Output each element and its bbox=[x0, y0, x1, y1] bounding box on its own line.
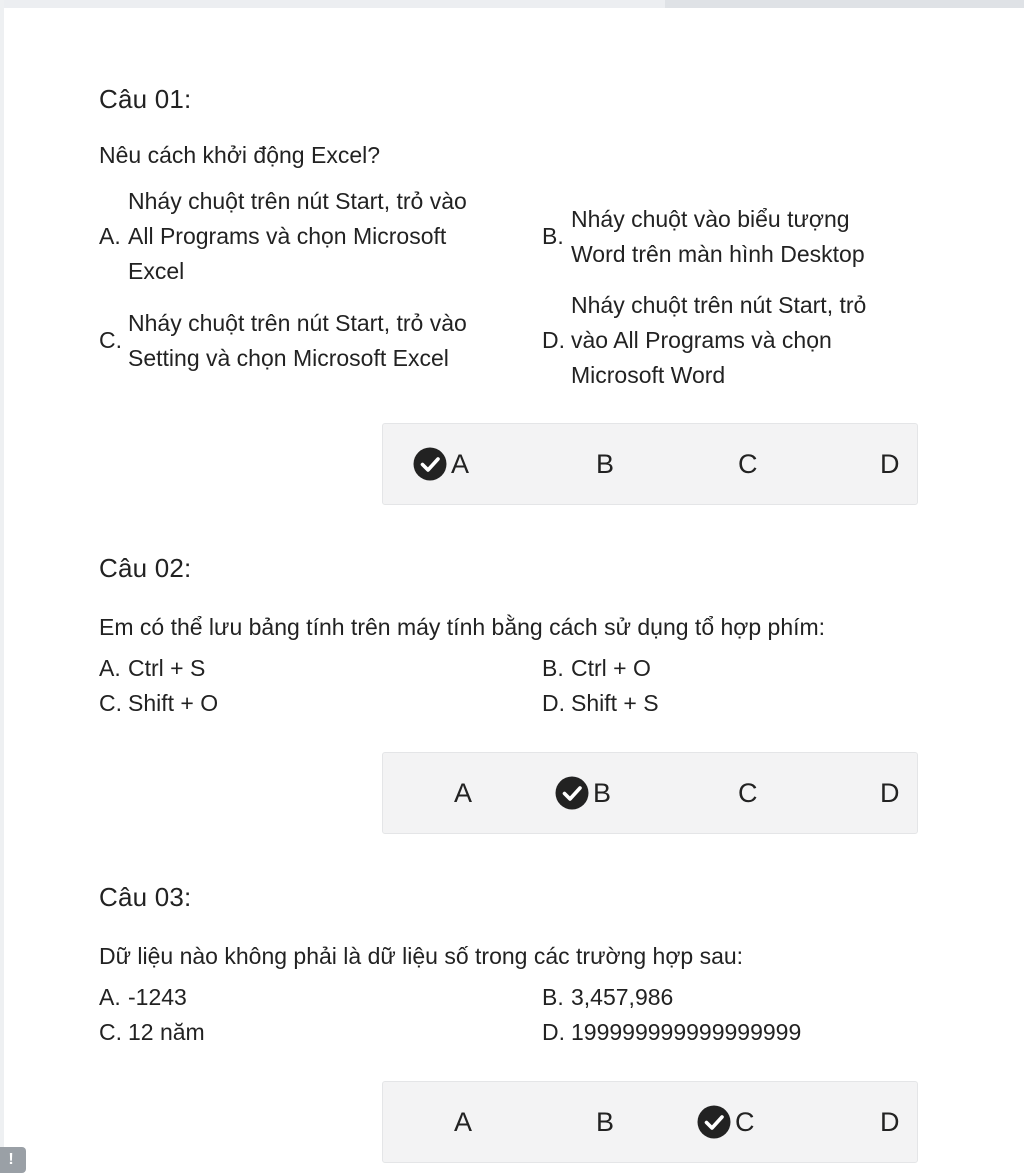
option-letter: C. bbox=[99, 327, 122, 353]
option-b bbox=[542, 980, 892, 1015]
option-letter: D. bbox=[542, 1019, 565, 1045]
answer-choice-bar bbox=[382, 752, 918, 834]
choice-label: D bbox=[880, 1106, 900, 1137]
option-letter: B. bbox=[542, 223, 564, 249]
choice-label: B bbox=[596, 448, 615, 479]
choice-label: B bbox=[596, 1106, 615, 1137]
option-text: -1243 bbox=[128, 984, 187, 1010]
option-text: Nháy chuột trên nút Start, trỏ vào All Programs và chọn Microsoft Word bbox=[571, 292, 867, 388]
option-text: Ctrl + O bbox=[571, 655, 651, 681]
check-circle-icon bbox=[413, 447, 447, 481]
choice-label: A bbox=[451, 448, 470, 479]
choice-label: A bbox=[454, 777, 473, 808]
option-d bbox=[542, 288, 892, 393]
check-circle-icon bbox=[555, 776, 589, 810]
option-text: Ctrl + S bbox=[128, 655, 206, 681]
choice-c-button[interactable] bbox=[697, 1082, 757, 1162]
option-letter: A. bbox=[99, 223, 121, 249]
choice-label: D bbox=[880, 448, 900, 479]
choice-label: C bbox=[735, 1106, 755, 1137]
option-d bbox=[542, 686, 892, 721]
option-text: Nháy chuột vào biểu tượng Word trên màn hình Desktop bbox=[571, 205, 865, 267]
option-c bbox=[99, 288, 469, 393]
option-text: Shift + O bbox=[128, 690, 219, 716]
option-letter: A. bbox=[99, 984, 121, 1010]
option-text: Nháy chuột trên nút Start, trỏ vào All Programs và chọn Microsoft Excel bbox=[128, 188, 467, 284]
choice-label: D bbox=[880, 777, 900, 808]
choice-a-button[interactable] bbox=[413, 424, 473, 504]
option-a bbox=[99, 980, 469, 1015]
choice-label: B bbox=[593, 777, 612, 808]
option-letter: B. bbox=[542, 984, 564, 1010]
option-letter: D. bbox=[542, 327, 565, 353]
choice-b-button[interactable] bbox=[596, 1082, 616, 1162]
choice-b-button[interactable] bbox=[596, 424, 616, 504]
question-title: Câu 02: bbox=[99, 553, 192, 583]
option-letter: B. bbox=[542, 655, 564, 681]
choice-c-button[interactable] bbox=[738, 424, 758, 504]
choice-label: A bbox=[454, 1106, 473, 1137]
question-text: Dữ liệu nào không phải là dữ liệu số trong các trường hợp sau: bbox=[99, 943, 744, 969]
question-title: Câu 03: bbox=[99, 882, 192, 912]
choice-d-button[interactable] bbox=[880, 753, 900, 833]
answer-choice-bar bbox=[382, 1081, 918, 1163]
option-text: 3,457,986 bbox=[571, 984, 674, 1010]
question-text: Nêu cách khởi động Excel? bbox=[99, 142, 381, 168]
option-text: 12 năm bbox=[128, 1019, 205, 1045]
option-text: Nháy chuột trên nút Start, trỏ vào Setting và chọn Microsoft Excel bbox=[128, 309, 467, 371]
choice-b-button[interactable] bbox=[555, 753, 615, 833]
option-a bbox=[99, 651, 469, 686]
option-letter: D. bbox=[542, 690, 565, 716]
choice-a-button[interactable] bbox=[454, 1082, 474, 1162]
top-strip bbox=[0, 0, 1024, 8]
option-b bbox=[542, 651, 892, 686]
question-title: Câu 01: bbox=[99, 84, 192, 114]
option-text: Shift + S bbox=[571, 690, 659, 716]
top-strip-segment bbox=[665, 0, 1024, 8]
option-letter: A. bbox=[99, 655, 121, 681]
option-b bbox=[542, 184, 892, 289]
choice-label: C bbox=[738, 448, 758, 479]
option-letter: C. bbox=[99, 1019, 122, 1045]
choice-a-button[interactable] bbox=[454, 753, 474, 833]
option-d bbox=[542, 1015, 892, 1050]
answer-choice-bar bbox=[382, 423, 918, 505]
option-c bbox=[99, 686, 469, 721]
option-a bbox=[99, 184, 469, 289]
question-text: Em có thể lưu bảng tính trên máy tính bằng cách sử dụng tổ hợp phím: bbox=[99, 614, 826, 640]
choice-label: C bbox=[738, 777, 758, 808]
option-c bbox=[99, 1015, 469, 1050]
option-letter: C. bbox=[99, 690, 122, 716]
choice-d-button[interactable] bbox=[880, 424, 900, 504]
choice-c-button[interactable] bbox=[738, 753, 758, 833]
left-edge bbox=[0, 0, 4, 1169]
check-circle-icon bbox=[697, 1105, 731, 1139]
choice-d-button[interactable] bbox=[880, 1082, 900, 1162]
exclamation-icon[interactable]: ! bbox=[0, 1147, 26, 1173]
option-text: 199999999999999999 bbox=[571, 1019, 802, 1045]
